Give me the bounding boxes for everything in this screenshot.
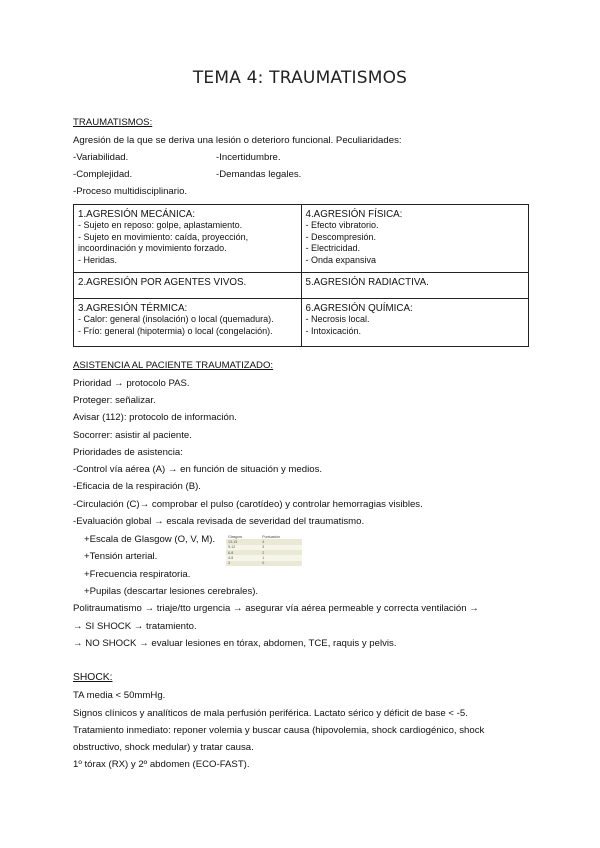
cell-item: - Electricidad.: [305, 243, 361, 254]
table-cell-agentes-vivos: [74, 273, 302, 299]
shock-line: 1º tórax (RX) y 2º abdomen (ECO-FAST).: [73, 759, 250, 770]
shock-heading: SHOCK:: [73, 672, 113, 683]
politrauma-line: Politraumatismo → triaje/tto urgencia → asegurar vía aérea permeable y correcta ventilación →: [73, 603, 479, 614]
table-cell-fisica: [301, 205, 529, 273]
politrauma-line: → NO SHOCK → evaluar lesiones en tórax, abdomen, TCE, raquis y pelvis.: [73, 638, 397, 649]
cell-title: 2.AGRESIÓN POR AGENTES VIVOS.: [78, 277, 247, 288]
cell-title: 1.AGRESIÓN MECÁNICA:: [78, 209, 196, 220]
shock-line: obstructivo, shock medular) y tratar causa.: [73, 742, 254, 753]
cell-item: - Calor: general (insolación) o local (quemadura).: [78, 314, 274, 325]
mini-cell: 3: [226, 561, 260, 566]
cell-item: - Necrosis local.: [305, 314, 370, 325]
glasgow-mini-table: [226, 534, 302, 566]
mini-cell: 3: [260, 545, 302, 550]
cell-title: 4.AGRESIÓN FÍSICA:: [305, 209, 403, 220]
cell-item: - Descompresión.: [305, 231, 377, 242]
cell-item: - Efecto vibratorio.: [305, 220, 379, 231]
asistencia-line: Socorrer: asistir al paciente.: [73, 430, 192, 441]
cell-title: 3.AGRESIÓN TÉRMICA:: [78, 303, 188, 314]
peculiaridad-item: -Proceso multidisciplinario.: [73, 186, 188, 197]
peculiaridad-item: -Demandas legales.: [216, 169, 302, 180]
shock-line: TA media < 50mmHg.: [73, 690, 166, 701]
shock-line: Tratamiento inmediato: reponer volemia y buscar causa (hipovolemia, shock cardiogénico, shock: [73, 725, 485, 736]
mini-cell: 1: [260, 555, 302, 560]
cell-title: 6.AGRESIÓN QUÍMICA:: [305, 303, 413, 314]
document-title: TEMA 4: TRAUMATISMOS: [192, 68, 408, 88]
traumatismos-heading: TRAUMATISMOS:: [73, 117, 153, 128]
peculiaridad-item: -Variabilidad.: [73, 152, 129, 163]
mini-cell: 4: [260, 539, 302, 544]
cell-item: - Frío: general (hipotermia) o local (congelación).: [78, 325, 273, 336]
cell-item: incoordinación y movimiento forzado.: [78, 243, 227, 254]
cell-item: - Heridas.: [78, 254, 118, 265]
asistencia-heading: ASISTENCIA AL PACIENTE TRAUMATIZADO:: [73, 360, 274, 371]
agresiones-table: [73, 204, 529, 347]
asistencia-line: -Eficacia de la respiración (B).: [73, 481, 201, 492]
politrauma-line: → SI SHOCK → tratamiento.: [73, 621, 197, 632]
table-cell-mecanica: [74, 205, 302, 273]
mini-header: Puntuación: [262, 534, 281, 539]
mini-cell: 6-8: [226, 550, 260, 555]
mini-cell: 4-5: [226, 555, 260, 560]
evaluacion-subitem: +Escala de Glasgow (O, V, M).: [84, 534, 216, 545]
evaluacion-subitem: +Tensión arterial.: [84, 551, 158, 562]
asistencia-line: Avisar (112): protocolo de información.: [73, 412, 237, 423]
asistencia-line: Prioridades de asistencia:: [73, 447, 183, 458]
asistencia-line: Proteger: señalizar.: [73, 395, 156, 406]
asistencia-line: -Control vía aérea (A) → en función de situación y medios.: [73, 464, 323, 475]
peculiaridad-item: -Incertidumbre.: [216, 152, 281, 163]
evaluacion-subitem: +Pupilas (descartar lesiones cerebrales).: [84, 586, 259, 597]
mini-cell: 13-15: [226, 539, 260, 544]
mini-cell: 0: [260, 561, 302, 566]
traumatismos-intro: Agresión de la que se deriva una lesión o deterioro funcional. Peculiaridades:: [73, 135, 402, 146]
table-cell-termica: [74, 299, 302, 347]
peculiaridad-item: -Complejidad.: [73, 169, 133, 180]
mini-header: Glasgow: [228, 534, 242, 539]
cell-item: - Onda expansiva: [305, 254, 377, 265]
mini-cell: 9-12: [226, 545, 260, 550]
cell-item: - Sujeto en movimiento: caída, proyección,: [78, 231, 249, 242]
table-cell-quimica: [301, 299, 529, 347]
evaluacion-subitem: +Frecuencia respiratoria.: [84, 569, 191, 580]
mini-cell: 2: [260, 550, 302, 555]
cell-item: - Intoxicación.: [305, 325, 362, 336]
asistencia-line: Prioridad → protocolo PAS.: [73, 378, 190, 389]
cell-title: 5.AGRESIÓN RADIACTIVA.: [305, 277, 429, 288]
asistencia-line: -Circulación (C)→ comprobar el pulso (carotídeo) y controlar hemorragias visibles.: [73, 499, 423, 510]
asistencia-line: -Evaluación global → escala revisada de severidad del traumatismo.: [73, 516, 365, 527]
shock-line: Signos clínicos y analíticos de mala perfusión periférica. Lactato sérico y déficit de base < -5.: [73, 708, 468, 719]
cell-item: - Sujeto en reposo: golpe, aplastamiento.: [78, 220, 243, 231]
table-cell-radiactiva: [301, 273, 529, 299]
